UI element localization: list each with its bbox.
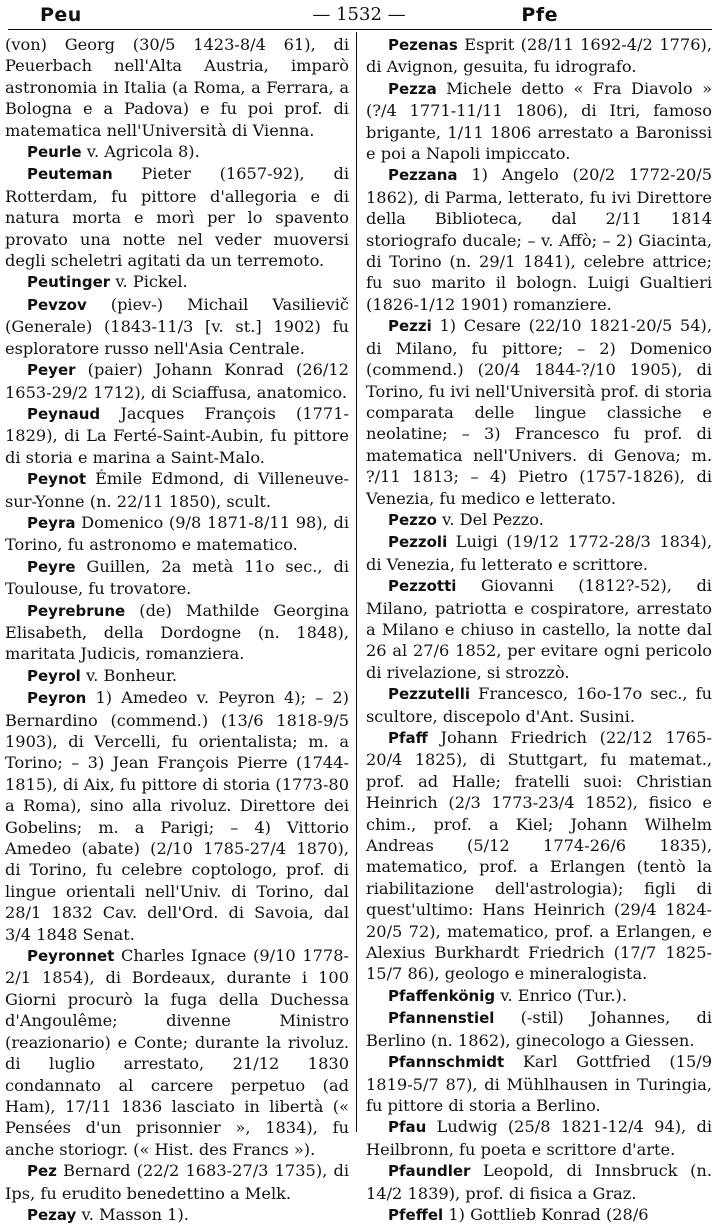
entry-headword: Pfeffel — [388, 1205, 444, 1224]
entry-text: Michele detto « Fra Diavolo » (?/4 1771-11/11 1806), di Itri, famoso brigante, 1/11 1806 arrestato a Baronissi e poi a Napoli impiccato. — [366, 78, 712, 164]
entry-text: Leopold, di Innsbruck (n. 14/2 1839), prof. di fisica a Graz. — [366, 1161, 712, 1203]
dictionary-entry — [366, 1051, 712, 1116]
entry-text: (-stil) Johannes, di Berlino (n. 1862), ginecologo a Giessen. — [366, 1008, 712, 1050]
dictionary-entry — [366, 78, 712, 165]
dictionary-entry — [5, 556, 349, 600]
dictionary-entry — [366, 1204, 712, 1226]
entry-text: (von) Georg (30/5 1423-8/4 61), di Peuerbach nell'Alta Austria, imparò astronomia in Italia (a Roma, a Ferrara, a Bologna e a Padova) e fu poi prof. di matematica nell'Università di Vienna. — [5, 35, 349, 140]
dictionary-entry — [366, 1007, 712, 1051]
dictionary-entry — [5, 359, 349, 403]
entry-text: Charles Ignace (9/10 1778-2/1 1854), di Bordeaux, durante i 100 Giorni procurò la fuga della Duchessa d'Angoulême; divenne Ministro (reazionario) e Conte; durante la rivoluz. di luglio arrestato, 21/12 1830 condannato al carcere perpetuo (ad Ham), 17/11 1836 lasciato in libertà (« Pensées d'un prisonnier », 1834), fu anche storiogr. (« Hist. des Francs »). — [5, 946, 349, 1159]
dictionary-entry — [5, 1160, 349, 1204]
entry-headword: Peynot — [27, 470, 87, 489]
entry-text: 1) Gottlieb Konrad (28/6 — [448, 1204, 649, 1224]
dictionary-entry — [366, 575, 712, 683]
dictionary-entry — [366, 1116, 712, 1160]
dictionary-entry — [5, 600, 349, 665]
entry-text: (de) Mathilde Georgina Elisabeth, della Dordogne (n. 1848), maritata Judicis, romanziera. — [5, 600, 349, 664]
entry-headword: Peynaud — [27, 404, 101, 423]
entry-headword: Peyrebrune — [27, 601, 126, 620]
dictionary-entry — [5, 271, 349, 293]
entry-headword: Pezzotti — [388, 577, 457, 596]
entry-headword: Pfannenstiel — [388, 1009, 495, 1028]
right-column — [366, 34, 712, 1226]
entry-text: (piev-) Michail Vasilievič (Generale) (1843-11/3 [v. st.] 1902) fu esploratore russo nell'Asia Centrale. — [5, 294, 349, 358]
dictionary-entry — [366, 509, 712, 531]
entry-headword: Pez — [27, 1162, 57, 1181]
entry-headword: Pezzana — [388, 166, 458, 185]
entry-headword: Peyra — [27, 513, 76, 532]
entry-headword: Pevzov — [27, 295, 87, 314]
page-number: — 1532 — — [312, 4, 406, 25]
entry-headword: Pfau — [388, 1118, 427, 1137]
entry-text: Esprit (28/11 1692-4/2 1776), di Avignon, gesuita, fu idrografo. — [366, 35, 712, 77]
entry-text: v. Agricola 8). — [86, 142, 200, 162]
dictionary-entry — [366, 727, 712, 985]
entry-headword: Pezzoli — [388, 533, 448, 552]
dictionary-entry — [5, 665, 349, 687]
entry-text: v. Enrico (Tur.). — [500, 985, 627, 1005]
entry-headword: Peurle — [27, 143, 82, 162]
entry-headword: Peyre — [27, 557, 76, 576]
dictionary-entry — [5, 163, 349, 271]
column-divider — [356, 32, 357, 1132]
entry-text: Guillen, 2a metà 11o sec., di Toulouse, fu trovatore. — [5, 556, 349, 599]
dictionary-entry — [5, 687, 349, 945]
entry-headword: Peyrol — [27, 666, 81, 685]
entry-text: Émile Edmond, di Villeneuve-sur-Yonne (n. 22/11 1850), scult. — [5, 469, 349, 511]
dictionary-entry — [5, 512, 349, 556]
entry-headword: Pfaff — [388, 729, 428, 747]
dictionary-entry — [366, 1160, 712, 1204]
dictionary-entry — [366, 315, 712, 509]
entry-headword: Pezenas — [388, 36, 458, 54]
header-rule — [8, 29, 712, 30]
dictionary-entry — [366, 34, 712, 78]
entry-text: Bernard (22/2 1683-27/3 1735), di Ips, fu erudito benedettino a Melk. — [5, 1161, 349, 1203]
dictionary-entry — [366, 683, 712, 727]
entry-text: Ludwig (25/8 1821-12/4 94), di Heilbronn, fu poeta e scrittore d'arte. — [366, 1117, 712, 1159]
dictionary-entry — [366, 985, 712, 1007]
entry-text: v. Masson 1). — [81, 1204, 189, 1224]
entry-text: Luigi (19/12 1772-28/3 1834), di Venezia, fu letterato e scrittore. — [366, 532, 712, 574]
dictionary-entry — [5, 141, 349, 163]
entry-text: 1) Cesare (22/10 1821-20/5 54), di Milano, fu pittore; – 2) Domenico (commend.) (20/4 1844-?/10 1905), di Torino, fu ivi nell'Università prof. di storia comparata delle lingue classiche e neolatine; – 3) Francesco fu prof. di matematica nell'Univers. di Genova; m. ?/11 1813; – 4) Pietro (1757-1826), di Venezia, fu medico e letterato. — [366, 316, 712, 508]
dictionary-entry — [5, 1204, 349, 1226]
entry-text: Johann Friedrich (22/12 1765-20/4 1825), di Stuttgart, fu matemat., prof. ad Halle; fratelli suoi: Christian Heinrich (2/3 1773-23/4 1852), fisico e chim., prof. a Kiel; Johann Wilhelm Andreas (5/12 1774-26/6 1835), matematico, prof. a Erlangen (tentò la riabilitazione dell'astrologia); figli di quest'ultimo: Hans Heinrich (29/4 1824-20/5 72), matematico, prof. a Erlangen, e Alexius Burkhardt Friedrich (17/7 1825-15/7 86), geologo e mineralogista. — [366, 728, 712, 984]
entry-text: Francesco, 16o-17o sec., fu scultore, discepolo d'Ant. Susini. — [366, 684, 712, 726]
dictionary-entry — [366, 531, 712, 575]
entry-text: v. Pickel. — [115, 272, 188, 292]
dictionary-entry — [5, 403, 349, 468]
left-column — [5, 34, 349, 1226]
dictionary-entry — [5, 468, 349, 512]
page-header — [0, 0, 718, 28]
entry-headword: Pezza — [388, 79, 437, 98]
entry-headword: Peuteman — [27, 165, 113, 184]
entry-text: Pieter (1657-92), di Rotterdam, fu pittore d'allegoria e di natura morta e morì per lo spavento provato una notte nel veder muoversi degli scheletri agitati da un terremoto. — [5, 164, 349, 271]
header-left-keyword: Peu — [40, 4, 82, 26]
entry-headword: Pezay — [27, 1205, 77, 1224]
entry-text: Domenico (9/8 1871-8/11 98), di Torino, fu astronomo e matematico. — [5, 512, 349, 555]
entry-text: Giovanni (1812?-52), di Milano, patriotta e cospiratore, arrestato a Milano e chiuso in castello, la notte dal 26 al 27/6 1852, per evitare ogni pericolo di rivelazione, si strozzò. — [366, 576, 712, 682]
dictionary-entry — [366, 164, 712, 315]
entry-text: Jacques François (1771-1829), di La Ferté-Saint-Aubin, fu pittore di storia e marina a Saint-Malo. — [5, 403, 349, 467]
entry-headword: Peyron — [27, 689, 87, 708]
entry-headword: Pfannschmidt — [388, 1053, 505, 1072]
entry-headword: Pezzutelli — [388, 685, 471, 704]
entry-text: Karl Gottfried (15/9 1819-5/7 87), di Mühlhausen in Turingia, fu pittore di storia a Berlino. — [366, 1052, 712, 1115]
entry-text: v. Del Pezzo. — [442, 509, 544, 529]
entry-text: 1) Amedeo v. Peyron 4); – 2) Bernardino (commend.) (13/6 1818-9/5 1903), di Vercelli, fu orientalista; m. a Torino; – 3) Jean François Pierre (1744-1815), di Aix, fu pittore di storia (1773-80 a Roma), sino alla rivoluz. Direttore dei Gobelins; m. a Parigi; – 4) Vittorio Amedeo (abate) (2/10 1785-27/4 1870), di Torino, fu celebre coptologo, prof. di lingue orientali nell'Univ. di Torino, dal 28/1 1832 Cav. dell'Ord. di Savoia, dal 3/4 1848 Senat. — [5, 688, 349, 944]
entry-headword: Pfaffenkönig — [388, 986, 496, 1005]
dictionary-entry — [5, 34, 349, 141]
entry-headword: Pfaundler — [388, 1162, 471, 1181]
dictionary-entry — [5, 294, 349, 359]
entry-headword: Pezzi — [388, 317, 432, 336]
entry-text: 1) Angelo (20/2 1772-20/5 1862), di Parma, letterato, fu ivi Direttore della Biblioteca, dal 2/11 1814 storiografo ducale; – v. Affò; – 2) Giacinta, di Torino (n. 29/1 1841), celebre attrice; fu suo marito il bologn. Luigi Gualtieri (1826-1/12 1901) romanziere. — [366, 165, 712, 314]
entry-headword: Peyer — [27, 361, 76, 380]
dictionary-entry — [5, 945, 349, 1160]
header-right-keyword: Pfe — [521, 4, 558, 26]
entry-headword: Peyronnet — [27, 947, 115, 966]
entry-text: (paier) Johann Konrad (26/12 1653-29/2 1712), di Sciaffusa, anatomico. — [5, 360, 349, 402]
entry-headword: Peutinger — [27, 273, 111, 292]
entry-headword: Pezzo — [388, 510, 437, 529]
entry-text: v. Bonheur. — [85, 665, 178, 685]
